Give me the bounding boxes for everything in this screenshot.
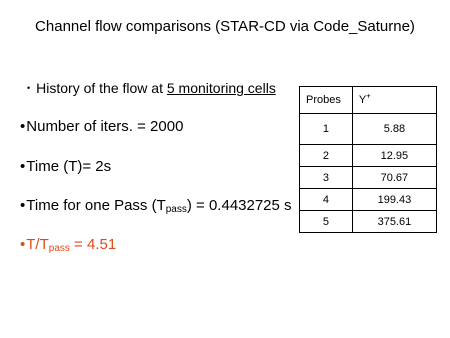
yplus-base: Y (358, 94, 367, 106)
header-yplus (352, 87, 436, 114)
iterations-text: Number of iters. = 2000 (26, 118, 184, 135)
pass-subscript: pass (165, 204, 187, 215)
bullet-dot: • (20, 118, 26, 135)
probe-cell: 3 (300, 167, 353, 189)
probes-table (299, 86, 437, 233)
ratio-subscript: pass (48, 243, 70, 254)
probe-cell: 5 (300, 211, 353, 233)
pass-time-value: ) = 0.4432725 s (186, 197, 292, 214)
history-text: History of the flow at (36, 80, 167, 96)
header-probes: Probes (300, 87, 353, 114)
bullet-dot: • (20, 158, 26, 175)
bullet-ratio (20, 236, 116, 253)
bullet-time (20, 158, 111, 175)
table-row (300, 189, 437, 211)
bullet-iterations (20, 118, 183, 135)
yplus-cell: 12.95 (352, 145, 436, 167)
yplus-cell: 375.61 (352, 211, 436, 233)
monitoring-cells-link: 5 monitoring cells (166, 80, 276, 96)
table-row (300, 145, 437, 167)
bullet-dot: • (20, 236, 26, 253)
table-row (300, 167, 437, 189)
ratio-value: = 4.51 (69, 236, 117, 253)
yplus-superscript: + (366, 91, 371, 101)
bullet-history (20, 80, 276, 96)
yplus-cell: 5.88 (352, 114, 436, 145)
probe-cell: 4 (300, 189, 353, 211)
table-header-row (300, 87, 437, 114)
bullet-pass-time (20, 197, 292, 214)
probe-cell: 1 (300, 114, 353, 145)
probe-cell: 2 (300, 145, 353, 167)
ratio-prefix: T/T (26, 236, 49, 253)
table-row (300, 211, 437, 233)
pass-time-prefix: Time for one Pass (T (26, 197, 166, 214)
table-row (300, 114, 437, 145)
time-text: Time (T)= 2s (26, 158, 112, 175)
bullet-dot: • (20, 197, 26, 214)
bullet-dot: • (27, 83, 31, 93)
yplus-cell: 70.67 (352, 167, 436, 189)
slide-title: Channel flow comparisons (STAR-CD via Code_Saturne) (35, 18, 415, 35)
yplus-cell: 199.43 (352, 189, 436, 211)
